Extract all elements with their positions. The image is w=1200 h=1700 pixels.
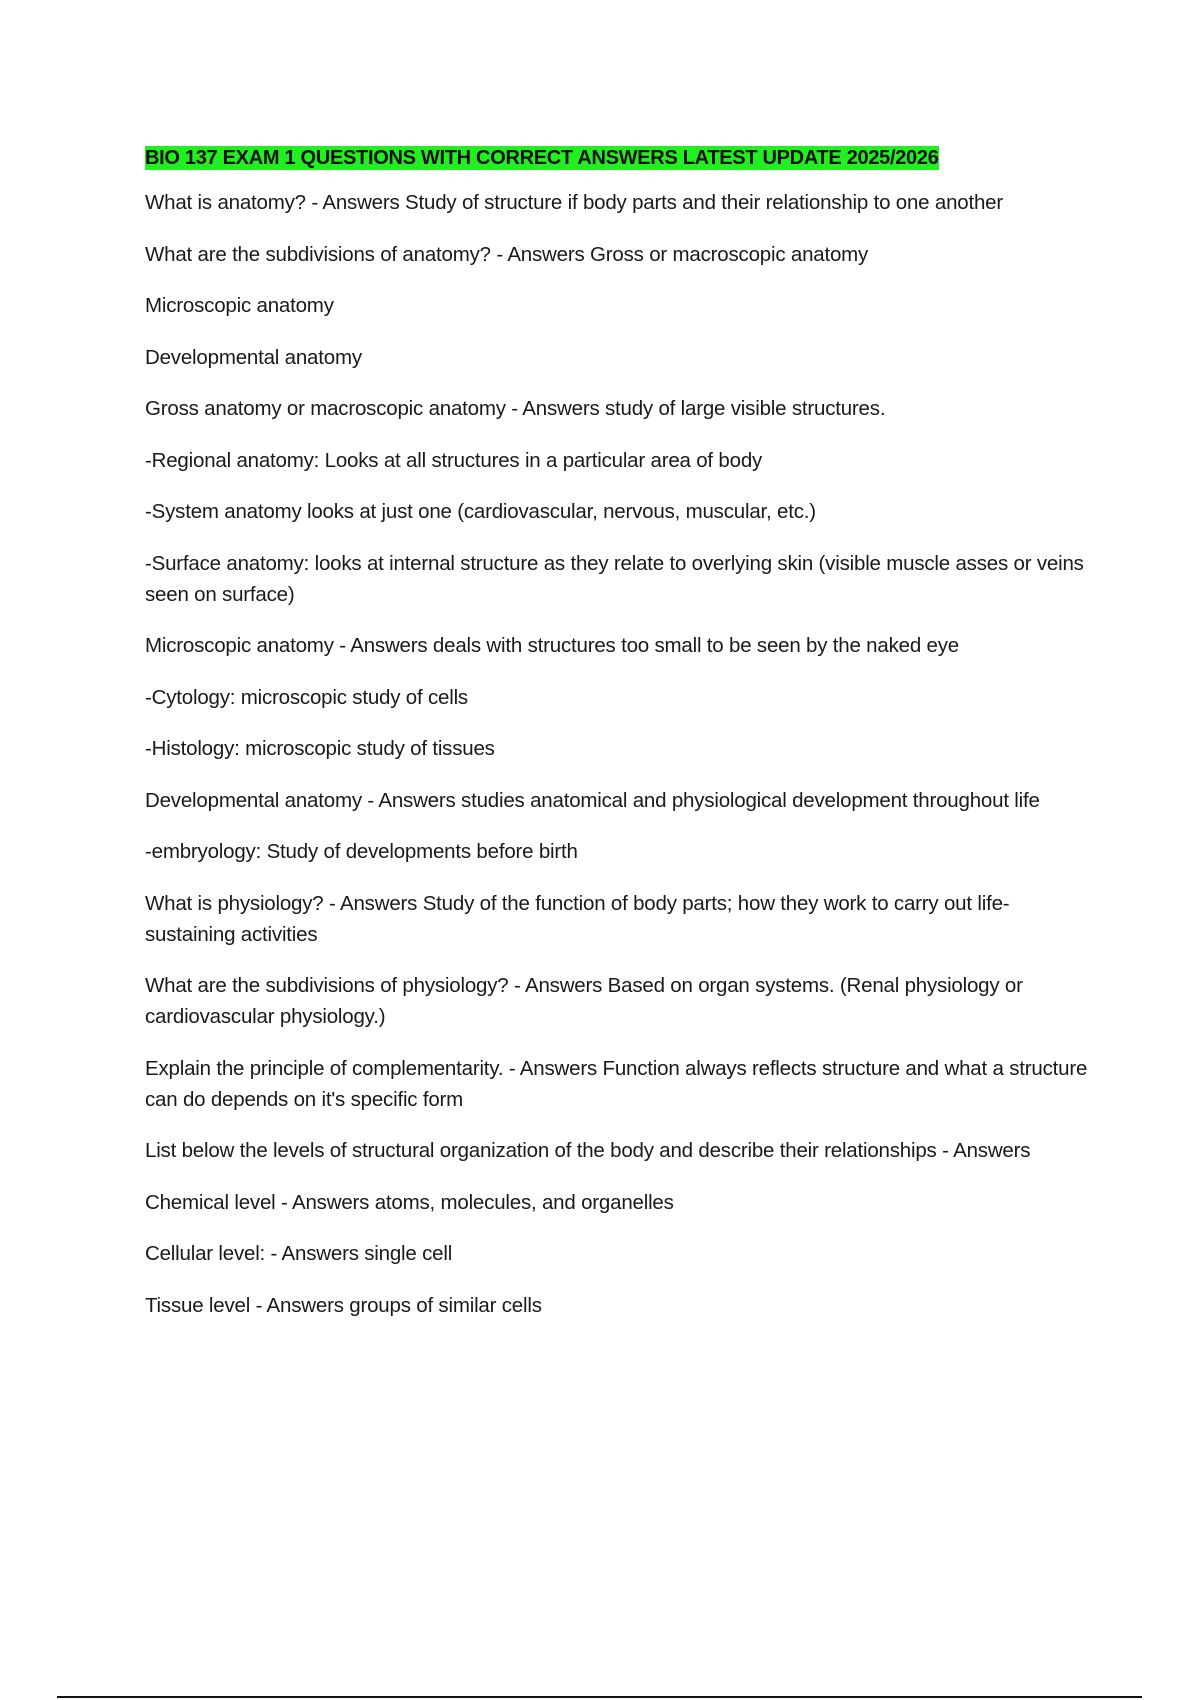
paragraph-surface-anatomy: -Surface anatomy: looks at internal structure as they relate to overlying skin (visible muscle asses or veins seen on surface): [145, 551, 1084, 606]
paragraph-gross-anatomy: Gross anatomy or macroscopic anatomy - Answers study of large visible structures.: [145, 397, 886, 420]
page-bottom-rule: [57, 1696, 1142, 1698]
document-title: BIO 137 EXAM 1 QUESTIONS WITH CORRECT ANSWERS LATEST UPDATE 2025/2026: [145, 147, 939, 169]
paragraph-complementarity: Explain the principle of complementarity. - Answers Function always reflects structure and what a structure can do depends on it's specific form: [145, 1056, 1088, 1111]
paragraph-cellular-level: Cellular level: - Answers single cell: [145, 1242, 453, 1265]
document-content: [145, 143, 1090, 1341]
paragraph-developmental-anatomy: Developmental anatomy: [145, 345, 362, 369]
paragraph-embryology: -embryology: Study of developments before birth: [145, 840, 578, 863]
paragraph-developmental-answer: Developmental anatomy - Answers studies anatomical and physiological development throughout life: [145, 788, 1040, 812]
paragraph-microscopic-answer: Microscopic anatomy - Answers deals with structures too small to be seen by the naked eye: [145, 634, 959, 657]
paragraph-anatomy-question: What is anatomy? - Answers Study of structure if body parts and their relationship to one another: [145, 191, 1004, 214]
paragraph-chemical-level: Chemical level - Answers atoms, molecules, and organelles: [145, 1190, 674, 1214]
paragraph-microscopic-anatomy: Microscopic anatomy: [145, 294, 334, 317]
paragraph-histology: -Histology: microscopic study of tissues: [145, 737, 495, 760]
paragraph-cytology: -Cytology: microscopic study of cells: [145, 685, 468, 709]
paragraph-physiology-subdivisions: What are the subdivisions of physiology? - Answers Based on organ systems. (Renal physiology or cardiovascular physiology.): [145, 974, 1023, 1028]
paragraph-physiology-question: What is physiology? - Answers Study of the function of body parts; how they work to carry out life-sustaining activities: [145, 891, 1010, 946]
paragraph-system-anatomy: -System anatomy looks at just one (cardiovascular, nervous, muscular, etc.): [145, 500, 816, 523]
paragraph-structural-levels: List below the levels of structural organization of the body and describe their relationships - Answers: [145, 1139, 1031, 1162]
paragraph-anatomy-subdivisions: What are the subdivisions of anatomy? - Answers Gross or macroscopic anatomy: [145, 242, 869, 266]
paragraph-regional-anatomy: -Regional anatomy: Looks at all structures in a particular area of body: [145, 448, 763, 472]
title-row: [145, 143, 1090, 173]
paragraph-tissue-level: Tissue level - Answers groups of similar cells: [145, 1293, 542, 1317]
